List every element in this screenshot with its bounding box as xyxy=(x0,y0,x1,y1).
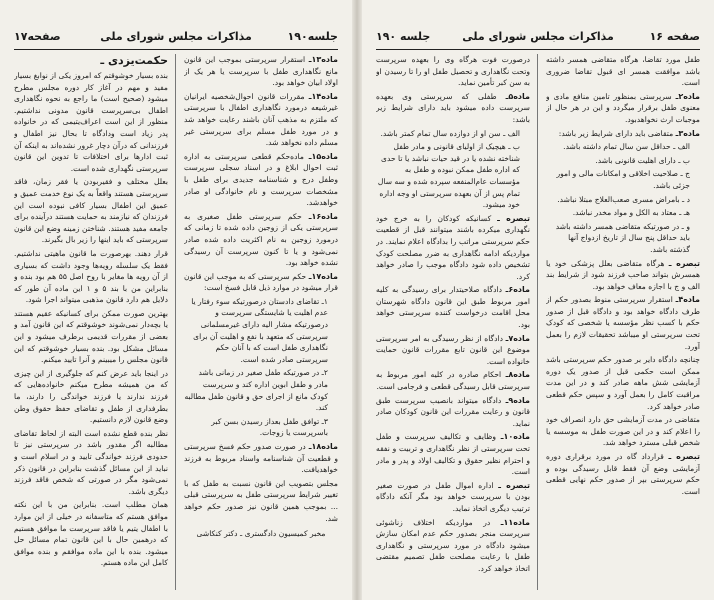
right-page-header xyxy=(376,30,700,48)
paragraph-text: دادگاه میتواند بانصیب سرپرست طبق قانون و رعایت مقررات این قانون کودکان صادر نماید. xyxy=(376,395,530,428)
paragraph xyxy=(376,333,530,368)
right-page xyxy=(362,0,714,600)
article-label: تبصره ـ xyxy=(668,452,700,461)
left-page-journal-title: مذاکرات مجلس شورای ملی xyxy=(100,30,252,43)
article-label: ماده۷ـ xyxy=(505,333,530,343)
list-item: ۱ـ تقاضای دادستان درصورتیکه سوء رفتار یا عدم اهلیت یا شایستگی سرپرست و درصورتیکه مشار الیه دارای غیرمسلمانی سرپرستی که متعهد با نفع و اهلیت آن برای نگاهداری طفل است که با آنان حکم سرپرستی صادر شده است. xyxy=(191,296,328,364)
list-item: د ـ بامراض مسری صعب‌العلاج مبتلا نباشد. xyxy=(557,194,690,204)
left-page-left-column xyxy=(14,54,168,592)
left-page-right-column xyxy=(184,54,338,592)
paragraph-text: بنده بسیار خوشوقتم که امروز یکی از نوابغ بسیار مفید و مهم در آغاز کار دوره مجلس مطرح میشود (صحیح است) ما راجع به نحوه نگاهداری اطفال بی‌سرپرست قانون مدونی نداشتیم. منظور از این است اعراف‌یتیمی که در خانواده پدر زیاد است ودادگاه تا بحال نیز اطفال و فرزندانی که درآن دچار غرور نشده‌اند به اینکه آن ثبت ادارها برای اختلافات تا تدوین این قانون سرپرستی نگهداری شده است. xyxy=(14,71,168,173)
speaker-heading: حکمت‌یزدی ـ xyxy=(100,54,168,67)
list-item: ج ـ صلاحیت اخلاقی و امکانات مالی و امور جزئی باشد. xyxy=(556,169,690,190)
paragraph-text: وظایف و تکالیف سرپرست و طفل تحت سرپرستی از نظر نگاهداری و تربیت و نفقه و احترام نظیر حقوق و تکالیف اولاد و پدر و مادر است. xyxy=(376,432,530,477)
article-label: ماده۵ـ xyxy=(505,91,530,101)
paragraph-text: طفل مورد تقاضا، هرگاه متقاضی همسر داشته باشد موافقت همسر ای قبول تقاضا ضروری است. xyxy=(546,55,700,88)
paragraph-text: بعلل مختلف و فقیربودن یا فقر زمان، فاقد سرپرستی هستند واقعاً به یک نوع خدمت عمیق و عمیق این اطفال بسیار کافی نبوده است این فرزندان که نیازمند به حمایت هستند درآینده برای جامعه مفید هستند. شناختن زمینه وضع این قانون سرپرستی که باید اینها را زیر بال بگیرند. xyxy=(14,177,168,245)
list-item: الف ـ حداقل سن سال تمام داشته باشد. xyxy=(563,142,690,152)
paragraph xyxy=(376,91,530,126)
list-item: ب ـ دارای اهلیت قانونی باشد. xyxy=(595,155,690,165)
right-column-divider xyxy=(537,54,538,590)
list-item: ۳ـ توافق طفل بعداز رسیدن بسن کبر باسرپرست یا زوجات. xyxy=(211,416,328,438)
paragraph-text: در اینجا باید عرض کنم که جلوگیری از این چیزی که من همیشه مطرح میکنم خانواده‌هایی که فرزند ندارند یا فرزند خواندگی را دارند، ما بطرفداری از طفل و تقاضای حفظ حقوق وطن وضع قانون لازم دانستیم. xyxy=(14,368,168,425)
paragraph-text: در مواردیکه اختلاف زناشوئی سرپرست منجر بصدور حکم عدم امکان سازش میشود دادگاه در مورد سرپرستی و نگاهداری طفل با رعایت مصلحت طفل تصمیم مقتضی اتخاذ خواهد کرد. xyxy=(376,517,530,573)
paragraph-text: بهترین صورت ممکن برای کسانیکه عقیم هستند یا بچه‌دار نمی‌شوند خوشوقتم که این قانون آمد و بعضی از مقررات قدیمی برطرف میشود و این مسائل مشکل بود. بنده بسیار خوشوقتم که این قانون مجلس را میبینم و آنرا تایید میکنم. xyxy=(14,308,168,365)
paragraph xyxy=(14,308,168,366)
left-header-rule xyxy=(14,49,338,50)
article-label: ماده۶ـ xyxy=(505,285,530,295)
paragraph-text: هرگاه متقاضی بعلل پزشکی خود یا همسرش بتواند صاحب فرزند شود از شرایط بند الف و ج با اجازه معاف خواهد بود. xyxy=(546,258,700,291)
paragraph xyxy=(546,258,700,293)
paragraph xyxy=(546,451,700,497)
article-label: تبصره ـ xyxy=(497,213,530,223)
paragraph xyxy=(546,128,700,140)
paragraph-text: دادگاه صلاحیتدار برای رسیدگی به کلیه امور مربوط طبق این قانون دادگاه شهرستان محل اقامت درخواست کننده سرپرستی خواهد بود. xyxy=(376,285,530,330)
paragraph-text: کسانیکه کودکان را به خرج خود نگهداری میکرده باشند میتوانند قبل از قطعیت حکم سرپرستی مراتب را بدادگاه اعلام نمایند. در مواردیکه ادامه نگاهداری به ضرر مصلحت کودک تشخیص داده شود دادگاه موجب را صادر خواهد کرد. xyxy=(376,213,530,281)
paragraph-text: مجلس بتصویب این قانون نسبت به طفل که با تغییر شرایط سرپرستی طفل به سرپرستی قبلی ... بموجب همین قانون نیز صدور حکم خواهد شد. xyxy=(184,478,338,523)
paragraph xyxy=(376,54,530,89)
right-page-left-column xyxy=(376,54,530,592)
article-label: ماده۱۶ـ xyxy=(308,211,338,221)
paragraph-text: طفلی که سرپرستی وی بعهده سرپرست داده میشود باید دارای شرایط زیر باشد: xyxy=(376,91,530,124)
article-label: ماده۱۵ـ xyxy=(308,151,338,161)
paragraph xyxy=(546,294,700,352)
paragraph xyxy=(14,70,168,174)
article-label: ماده۲ـ xyxy=(675,91,700,101)
paragraph xyxy=(184,478,338,524)
signature-line: مخبر کمیسیون دادگستری ـ دکتر کنکاشی xyxy=(196,529,326,539)
paragraph xyxy=(376,284,530,330)
paragraph xyxy=(184,211,338,269)
paragraph xyxy=(184,271,338,294)
paragraph-text: ماده‌حکم قطعی سرپرستی به اداره ثبت احوال ابلاغ و در اسناد سجلی سرپرست وطفل درج و شناسنامه جدیدی برای طفل با مشخصات سرپرست و نام خانوادگی او صادر خواهدشد. xyxy=(184,151,338,208)
list-item: ۲ـ در صورتیکه طفل صغیر در زمانی باشد مادر و طفل ابوین اداره کند و سرپرست کودک مانع از اجرای حق و قانون طفل مطالبه کند. xyxy=(184,368,328,413)
article-label: ماده۱۳ـ xyxy=(308,55,338,64)
paragraph xyxy=(14,499,168,569)
article-label: ماده۸ـ xyxy=(505,370,530,380)
article-label: ماده۳ـ xyxy=(675,128,700,138)
paragraph xyxy=(546,54,700,89)
right-header-rule xyxy=(376,49,700,50)
paragraph xyxy=(376,213,530,283)
paragraph xyxy=(184,91,338,149)
paragraph-text: همان مطلب است. بنابراین من با این نکته موافق هستم که متاسفانه در خیلی از این موارد با اطفال یتیم یا فاقد سرپرست ما موافق هستیم که درهمین حال با این قانون تمام مسائل حل میشود. بنده با این ماده موافقم و بنده موافق کامل این ماده هستم. xyxy=(14,500,168,568)
paragraph-text: حکم سرپرستی طفل صغیری به سرپرستی یکی از زوجین داده شده تا زمانی که درمورد زوجین به نام اکثریت داده شده صادر نمی‌شود و یا تا کنون سرپرست آن رسیدگی نشده خواهد بود. xyxy=(184,211,338,268)
article-label: ماده۱۴ـ xyxy=(308,91,338,101)
paragraph xyxy=(184,441,338,476)
paragraph xyxy=(14,428,168,498)
paragraph xyxy=(376,369,530,392)
paragraph-text: نظر بنده قطع نشده است البته از لحاظ تقاضای مطالبه‌ اگر مقدور باشد در سرپرستی نیز تا حدودی فرزند خواندگی تایید و در اسلام است و نباید از این مسائل گذشت بنابراین در قانون ذکر نمی‌شود مگر در صورتی‌ که شخص فاقد فرزند دیگری باشد. xyxy=(14,428,168,496)
left-column-divider xyxy=(175,54,176,590)
paragraph-text: درصورت فوت هرگاه وی را بعهده سرپرست وتحت نگاهداری و تحصیل طفل او را تا رسیدن او به سن کبر تأمین نماید. xyxy=(376,55,530,88)
right-page-right-column xyxy=(546,54,700,592)
list-item: ب ـ هیچیک از اولیای قانونی و مادر طفل شناخته نشده یا در قید حیات نباشد یا تا حدی که اداره طفل ممکن نبوده و طفل به مؤسسات عام‌المنفعه سپرده شده و سه سال تمام پس از آن بعهده سرپرستی او وجه اداره خود میشود. xyxy=(377,142,520,210)
article-label: ماده۱۱ـ xyxy=(500,517,530,527)
left-page xyxy=(0,0,352,600)
paragraph-text: اداره اموال طفل در صورت صغیر بودن با سرپرست خواهد بود مگر آنکه دادگاه ترتیب دیگری اتخاذ نماید. xyxy=(376,480,530,513)
paragraph-text: چنانچه دادگاه دایر بر صدور حکم سرپرستی باشد ممکن است حکمی قبل از صدور یک دوره آزمایشی شش ماهه صادر کند و در این مدت مراقبت کامل را بعمل آورد و سپس حکم قطعی صادر خواهد کرد. xyxy=(546,355,700,411)
paragraph-text: سرپرستی بمنظور تامین منافع مادی و معنوی طفل برقرار میگردد و این در هر حال از موجبات ارث نخواهدبود. xyxy=(546,91,700,124)
paragraph-text: قرار دهند. بهرصورت ما قانون ماهیتی نداشتیم. فقط یک سلسله رویه‌ها وجود داشت که بسیاری از آن رویه ها مغایر با روح اصل ۵۵ هم بود بنده و بنابراین من با بند ۵ و ۱ این ماده آن طور که دلایل هم دارد قانون مذهبی میتواند اجرا شود. xyxy=(14,248,168,305)
paragraph xyxy=(546,354,700,412)
paragraph-text: در صورت صدور حکم فسخ سرپرستی و قطعیت آن شناسنامه واسناد مربوط به فرزند خواهدیافت. xyxy=(184,442,338,475)
left-page-session: جلسه۱۹۰ xyxy=(287,30,338,43)
right-page-number: صفحه ۱۶ xyxy=(649,30,700,43)
left-page-header xyxy=(14,30,338,48)
article-label: ماده۴ـ xyxy=(675,295,700,305)
article-label: تبصره ـ xyxy=(498,480,530,490)
article-label: ماده۱۰ـ xyxy=(500,432,530,442)
paragraph xyxy=(376,517,530,575)
list-item: هـ ـ معتاد به الکل و مواد مخدر نباشد. xyxy=(572,208,690,218)
paragraph xyxy=(184,54,338,89)
paragraph xyxy=(376,431,530,477)
paragraph xyxy=(546,414,700,449)
list-item: الف ـ سن او از دوازده سال تمام کمتر باشد. xyxy=(380,128,520,138)
article-label: ماده۹ـ xyxy=(505,395,530,405)
paragraph xyxy=(184,151,338,209)
paragraph xyxy=(14,176,168,246)
article-label: ماده۱۷ـ xyxy=(308,271,338,281)
paragraph-text: دادگاه از نظر رسیدگی به امر سرپرستی موضوع این قانون تابع مقررات قانون حمایت خانواده است. xyxy=(376,333,530,366)
paragraph-text: متقاضی باید دارای شرایط زیر باشد: xyxy=(558,128,676,138)
list-item: و ـ در صورتیکه متقاضی همسر داشته باشد باید حداقل پنج سال از تاریخ ازدواج آنها گذشته باشد. xyxy=(555,221,690,254)
article-label: تبصره ـ xyxy=(668,258,700,268)
paragraph xyxy=(14,368,168,426)
paragraph xyxy=(546,91,700,126)
paragraph-text: احکام صادره در کلیه امور مربوط به سرپرستی قابل رسیدگی قطعی و فرجامی است. xyxy=(376,370,530,392)
right-page-journal-title: مذاکرات مجلس شورای ملی xyxy=(462,30,614,43)
paragraph-text: متقاضی در مدت آزمایشی حق دارد انصراف خود را اعلام کند و در این صورت طفل به موسسه یا شخص قبلی مسترد خواهد شد. xyxy=(546,415,700,448)
paragraph xyxy=(14,248,168,306)
book-gutter xyxy=(352,0,362,600)
right-page-session: جلسه ۱۹۰ xyxy=(376,30,431,43)
paragraph-text: مقررات قانون احوال‌شخصیه ایرانیان غیرشیعه درمورد نگاهداری اطفال با سرپرستی که ملتزم به مذهب آنان باشند رعایت خواهد شد و در مورد طفل مسلم برای سرپرستی غیر مسلم داده نخواهد شد. xyxy=(184,91,338,148)
paragraph-text: قرارداد گاه در مورد برقراری دوره آزمایشی وضع آن فقط قابل رسیدگی بوده و حکم سرپرستی بپر از صدور حکم نهایی قطعی است. xyxy=(546,452,700,496)
paragraph-text: استقرار سرپرستی منوط بصدور حکم از طرف دادگاه خواهد بود و دادگاه قبل از صدور حکم با کسب نظر مؤسسه یا شخصی که کودک تحت سرپرستی او میباشد تحقیقات لازم را بعمل آورد. xyxy=(546,295,700,351)
paragraph xyxy=(376,395,530,430)
article-label: ماده۱۸ـ xyxy=(308,442,338,451)
paragraph-text: حکم سرپرستی که به موجب این قانون قرار میشود در موارد ذیل قابل فسخ است: xyxy=(184,271,338,293)
paragraph-text: استقرار سرپرستی بموجب این قانون مانع نگاهداری طفل با سرپرست یا هر یک از اولاد ابیان خواهد بود. xyxy=(184,55,338,88)
left-page-number: صفحه۱۷ xyxy=(14,30,61,43)
paragraph xyxy=(376,480,530,515)
